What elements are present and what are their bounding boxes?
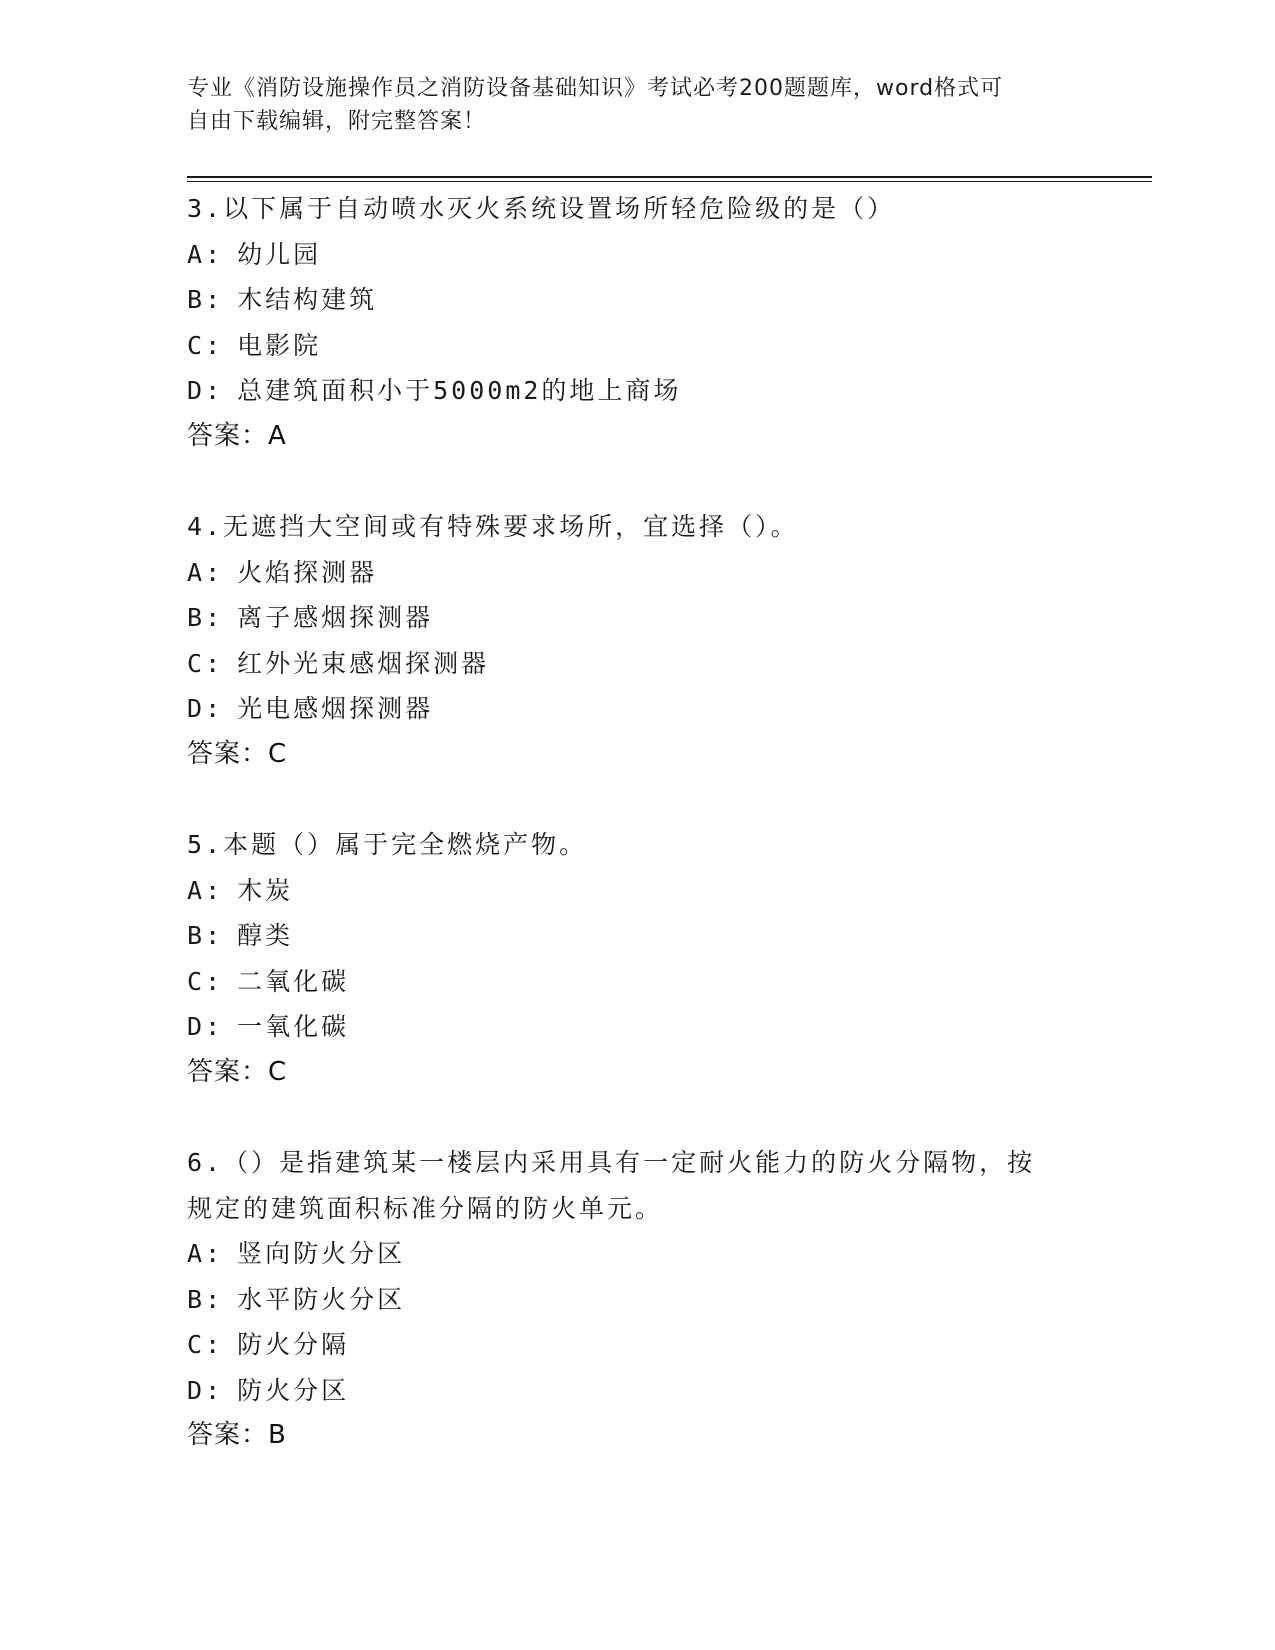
- option-separator: :: [205, 1375, 224, 1405]
- question-stem: 5.本题（）属于完全燃烧产物。: [187, 830, 588, 859]
- option-letter: A: [187, 875, 206, 905]
- option-row: [187, 550, 1087, 596]
- question-block: [187, 1140, 1087, 1459]
- option-text: 离子感烟探测器: [237, 603, 434, 632]
- option-text: 水平防火分区: [237, 1284, 406, 1314]
- option-row: [187, 913, 1087, 959]
- option-letter: C: [187, 648, 206, 678]
- answer-line: 答案：C: [187, 1056, 288, 1087]
- option-separator: :: [205, 921, 224, 950]
- answer-line: 答案：C: [187, 738, 288, 769]
- option-text: 防火分区: [237, 1375, 350, 1405]
- option-text: 幼儿园: [237, 239, 322, 269]
- option-letter: D: [187, 1375, 206, 1405]
- option-row: [187, 1368, 1087, 1414]
- option-row: [187, 686, 1087, 732]
- option-text: 光电感烟探测器: [237, 694, 434, 723]
- option-separator: :: [205, 966, 224, 996]
- option-row: [187, 1231, 1087, 1277]
- option-text: 木炭: [237, 875, 294, 905]
- option-separator: :: [205, 376, 224, 405]
- document-header: [187, 72, 1067, 138]
- header-divider-thin: [187, 181, 1152, 182]
- option-separator: :: [205, 603, 224, 632]
- option-text: 一氧化碳: [237, 1012, 350, 1041]
- option-text: 竖向防火分区: [237, 1239, 406, 1268]
- option-text: 电影院: [237, 330, 322, 360]
- option-text: 总建筑面积小于5000m2的地上商场: [237, 376, 682, 405]
- option-row: [187, 323, 1087, 369]
- question-stem: 规定的建筑面积标准分隔的防火单元。: [187, 1193, 664, 1223]
- option-separator: :: [205, 694, 224, 723]
- option-separator: :: [205, 1239, 224, 1268]
- option-text: 二氧化碳: [237, 966, 350, 996]
- option-separator: :: [205, 1330, 224, 1359]
- question-list: [187, 186, 1087, 1504]
- option-row: [187, 1004, 1087, 1050]
- answer-line: 答案：B: [187, 1420, 287, 1450]
- question-stem: 4.无遮挡大空间或有特殊要求场所，宜选择（）。: [187, 512, 799, 541]
- option-row: [187, 1277, 1087, 1323]
- option-text: 防火分隔: [237, 1330, 350, 1359]
- option-text: 红外光束感烟探测器: [237, 648, 490, 678]
- option-row: [187, 959, 1087, 1005]
- option-separator: :: [205, 1012, 224, 1041]
- option-row: [187, 368, 1087, 414]
- option-row: [187, 595, 1087, 641]
- option-letter: A: [187, 1239, 206, 1268]
- question-stem: 3.以下属于自动喷水灭火系统设置场所轻危险级的是（）: [187, 194, 896, 223]
- option-row: [187, 277, 1087, 323]
- option-separator: :: [205, 285, 224, 314]
- option-letter: B: [187, 285, 206, 314]
- option-separator: :: [205, 557, 224, 587]
- option-text: 木结构建筑: [237, 285, 378, 314]
- option-text: 醇类: [237, 921, 294, 950]
- option-separator: :: [205, 239, 224, 269]
- answer-line: 答案：A: [187, 420, 287, 451]
- question-block: [187, 822, 1087, 1095]
- option-letter: B: [187, 603, 206, 632]
- option-letter: C: [187, 966, 206, 996]
- option-separator: :: [205, 875, 224, 905]
- header-line-1: 专业《消防设施操作员之消防设备基础知识》考试必考200题题库，word格式可: [187, 76, 1004, 101]
- option-row: [187, 1322, 1087, 1368]
- option-row: [187, 868, 1087, 914]
- option-letter: D: [187, 376, 206, 405]
- option-letter: D: [187, 694, 206, 723]
- option-separator: :: [205, 648, 224, 678]
- option-letter: C: [187, 330, 206, 360]
- option-letter: B: [187, 1284, 206, 1314]
- question-block: [187, 504, 1087, 777]
- option-letter: A: [187, 557, 206, 587]
- option-letter: D: [187, 1012, 206, 1041]
- question-stem: 6.（）是指建筑某一楼层内采用具有一定耐火能力的防火分隔物，按: [187, 1148, 1036, 1177]
- option-letter: C: [187, 1330, 206, 1359]
- option-separator: :: [205, 1284, 224, 1314]
- option-row: [187, 232, 1087, 278]
- option-letter: B: [187, 921, 206, 950]
- option-text: 火焰探测器: [237, 557, 378, 587]
- question-block: [187, 186, 1087, 459]
- header-divider-thick: [187, 176, 1152, 178]
- option-row: [187, 641, 1087, 687]
- option-separator: :: [205, 330, 224, 360]
- option-letter: A: [187, 239, 206, 269]
- header-line-2: 自由下载编辑，附完整答案！: [187, 109, 487, 134]
